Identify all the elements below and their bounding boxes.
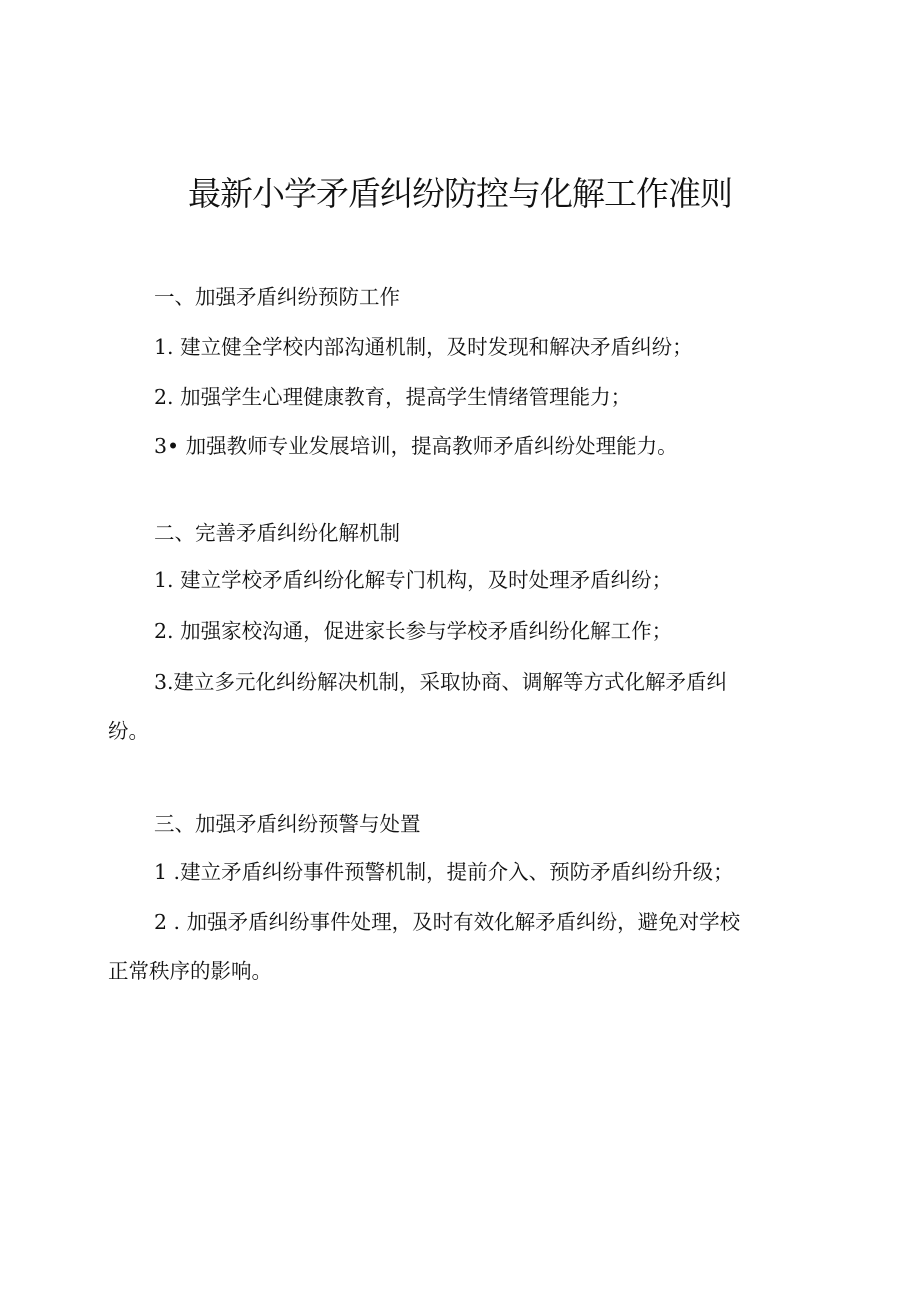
section-2-item-1: 1. 建立学校矛盾纠纷化解专门机构，及时处理矛盾纠纷； xyxy=(154,568,673,592)
section-1-heading: 一、加强矛盾纠纷预防工作 xyxy=(154,285,400,309)
section-2-item-3-line-2: 纷。 xyxy=(108,719,149,743)
document-title: 最新小学矛盾纠纷防控与化解工作准则 xyxy=(188,174,732,213)
section-3-item-2-line-2: 正常秩序的影响。 xyxy=(108,959,272,983)
section-2-item-2: 2. 加强家校沟通，促进家长参与学校矛盾纠纷化解工作； xyxy=(154,619,673,643)
section-3-heading: 三、加强矛盾纠纷预警与处置 xyxy=(154,812,421,836)
section-3-item-2-line-1: 2 . 加强矛盾纠纷事件处理，及时有效化解矛盾纠纷，避免对学校 xyxy=(154,910,741,934)
section-1-item-1: 1. 建立健全学校内部沟通机制，及时发现和解决矛盾纠纷； xyxy=(154,335,693,359)
section-1-item-2: 2. 加强学生心理健康教育，提高学生情绪管理能力； xyxy=(154,385,632,409)
section-1-item-3: 3• 加强教师专业发展培训，提高教师矛盾纠纷处理能力。 xyxy=(154,434,678,458)
section-3-item-1: 1 .建立矛盾纠纷事件预警机制，提前介入、预防矛盾纠纷升级； xyxy=(154,860,734,884)
section-2-item-3-line-1: 3.建立多元化纠纷解决机制，采取协商、调解等方式化解矛盾纠 xyxy=(154,670,728,694)
section-2-heading: 二、完善矛盾纠纷化解机制 xyxy=(154,521,400,545)
